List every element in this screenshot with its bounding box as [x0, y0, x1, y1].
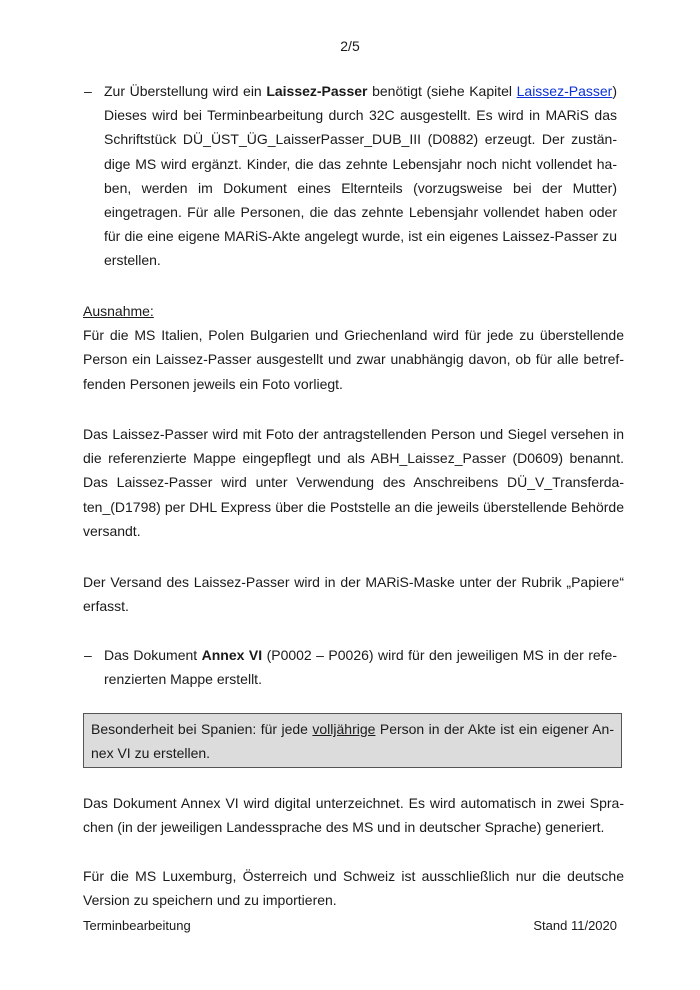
laissez-passer-chapter-link[interactable]: Laissez-Passer [516, 83, 613, 99]
exception-text: Für die MS Italien, Polen Bulgarien und Griechenland wird für jede zu überstellende Person ein Laissez-Passer ausgestellt und zwar unabhängig davon, ob für alle betreffenden Personen jeweils ein Foto vorliegt. [83, 327, 624, 392]
page-footer [83, 918, 617, 933]
german-version-paragraph: Für die MS Luxemburg, Österreich und Schweiz ist ausschließlich nur die deutsche Version zu speichern und zu importieren. [83, 868, 624, 909]
exception-section [83, 299, 624, 396]
exception-heading: Ausnahme: [83, 303, 154, 319]
photo-seal-paragraph: Das Laissez-Passer wird mit Foto der antragstellenden Person und Siegel versehen in die referenzierte Mappe eingepflegt und als ABH_Laissez_Passer (D0609) benannt. Das Laissez-Passer wird unter Verwendung des Anschreibens DÜ_V_Transferdaten_(D1798) per DHL Express über die Poststelle an die jeweils überstellende Behörde versandt. [83, 426, 624, 539]
footer-date: Stand 11/2020 [533, 918, 617, 933]
list-dash: – [84, 83, 92, 99]
laissez-passer-bold: Laissez-Passer [266, 83, 368, 99]
list-dash: – [84, 647, 92, 663]
shipping-paragraph: Der Versand des Laissez-Passer wird in der MARiS-Maske unter der Rubrik „Papiere“ erfasst. [83, 574, 624, 615]
spain-note-box: Besonderheit bei Spanien: für jede volljährige Person in der Akte ist ein eigener Annex VI zu erstellen. [83, 713, 622, 768]
adult-underlined: volljährige [312, 721, 376, 737]
footer-title: Terminbearbeitung [83, 918, 191, 933]
page-number: 2/5 [340, 38, 360, 54]
laissez-passer-paragraph: Zur Überstellung wird ein Laissez-Passer benötigt (siehe Kapitel Laissez-Passer) Dieses wird bei Terminbearbeitung durch 32C ausgestellt. Es wird in MARiS das Schriftstück DÜ_ÜST_ÜG_LaisserPasser_DUB_III (D0882) erzeugt. Der zuständige MS wird ergänzt. Kinder, die das zehnte Lebensjahr noch nicht vollendet haben, werden im Dokument eines Elternteils (vorzugsweise bei der Mutter) eingetragen. Für alle Personen, die das zehnte Lebensjahr vollendet haben oder für die eine eigene MARiS-Akte angelegt wurde, ist ein eigenes Laissez-Passer zu erstellen. [104, 83, 617, 269]
annex-vi-bold: Annex VI [201, 647, 263, 663]
digital-signature-paragraph: Das Dokument Annex VI wird digital unterzeichnet. Es wird automatisch in zwei Sprachen (in der jeweiligen Landessprache des MS und in deutscher Sprache) generiert. [83, 795, 624, 836]
annex-vi-paragraph: Das Dokument Annex VI (P0002 – P0026) wird für den jeweiligen MS in der referenzierten Mappe erstellt. [104, 647, 618, 688]
